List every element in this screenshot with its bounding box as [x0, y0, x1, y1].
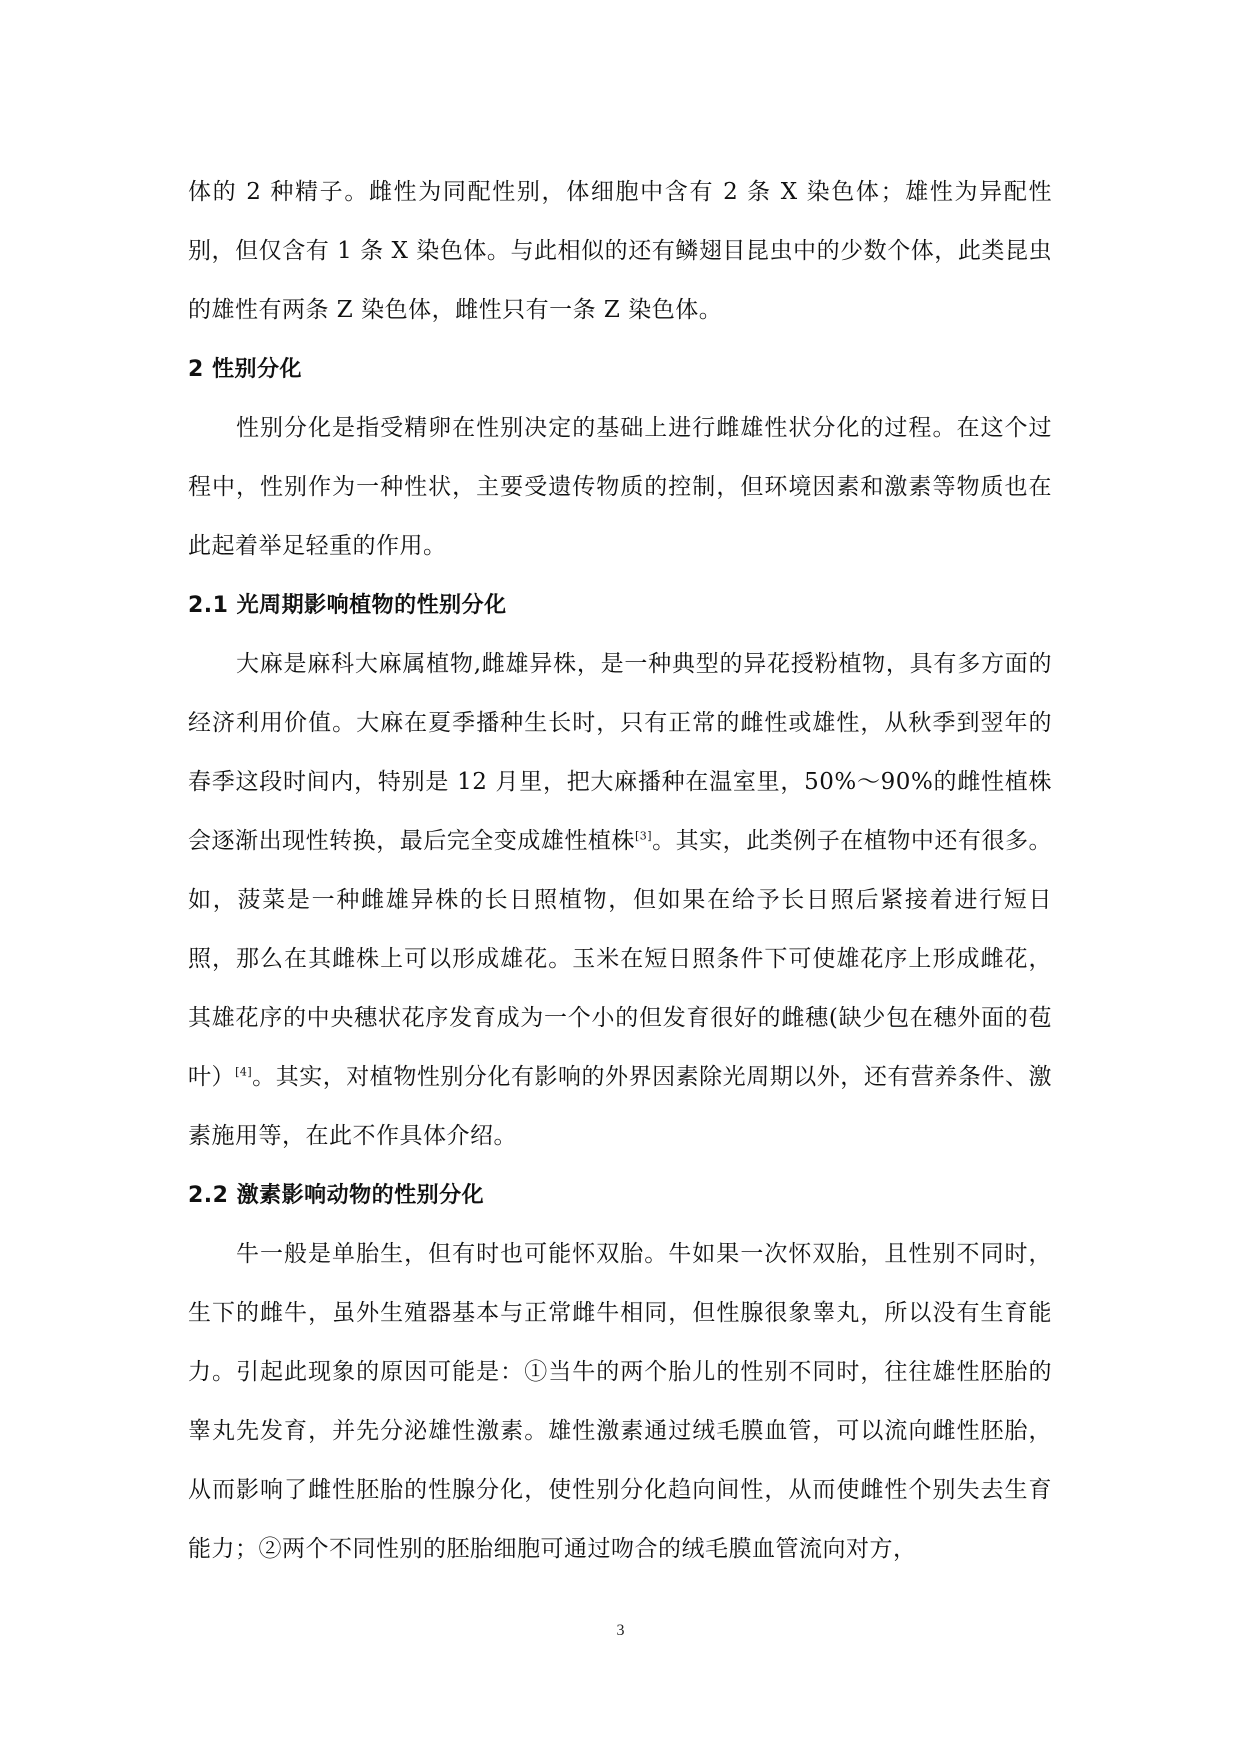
- text-run: 。其实，此类例子在植物中还有很多。如，菠菜是一种雌雄异株的长日照植物，但如果在给予长日照后紧接着进行短日照，那么在其雌株上可以形成雄花。玉米在短日照条件下可使雄花序上形成雌花，其雄花序的中央穗状花序发育成为一个小的但发育很好的雌穗(缺少包在穗外面的苞叶）: [188, 828, 1053, 1090]
- document-body: [188, 163, 1052, 1579]
- section-heading: [188, 576, 1052, 635]
- text-run: 2 性别分化: [188, 357, 302, 382]
- text-run: 性别分化是指受精卵在性别决定的基础上进行雌雄性状分化的过程。在这个过程中，性别作为一种性状，主要受遗传物质的控制，但环境因素和激素等物质也在此起着举足轻重的作用。: [188, 415, 1052, 559]
- body-paragraph: [188, 163, 1052, 340]
- text-run: 大麻是麻科大麻属植物,雌雄异株，是一种典型的异花授粉植物，具有多方面的经济利用价值。大麻在夏季播种生长时，只有正常的雌性或雄性，从秋季到翌年的春季这段时间内，特别是 12 月里，把大麻播种在温室里，50%～90%的雌性植株会逐渐出现性转换，最后完全变成雄性植株: [188, 651, 1052, 854]
- section-heading: [188, 340, 1052, 399]
- body-paragraph: [188, 635, 1052, 1166]
- text-run: 体的 2 种精子。雌性为同配性别，体细胞中含有 2 条 X 染色体；雄性为异配性别，但仅含有 1 条 X 染色体。与此相似的还有鳞翅目昆虫中的少数个体，此类昆虫的雄性有两条 Z 染色体，雌性只有一条 Z 染色体。: [188, 179, 1052, 323]
- text-run: 牛一般是单胎生，但有时也可能怀双胎。牛如果一次怀双胎，且性别不同时，生下的雌牛，虽外生殖器基本与正常雌牛相同，但性腺很象睾丸，所以没有生育能力。引起此现象的原因可能是：①当牛的两个胎儿的性别不同时，往往雄性胚胎的睾丸先发育，并先分泌雄性激素。雄性激素通过绒毛膜血管，可以流向雌性胚胎，从而影响了雌性胚胎的性腺分化，使性别分化趋向间性，从而使雌性个别失去生育能力；②两个不同性别的胚胎细胞可通过吻合的绒毛膜血管流向对方，: [188, 1241, 1052, 1562]
- body-paragraph: [188, 399, 1052, 576]
- text-run: 。其实，对植物性别分化有影响的外界因素除光周期以外，还有营养条件、激素施用等，在此不作具体介绍。: [188, 1064, 1053, 1149]
- citation-reference: [4]: [235, 1065, 253, 1079]
- text-run: 2.1 光周期影响植物的性别分化: [188, 593, 507, 618]
- page-number: 3: [616, 1622, 625, 1639]
- citation-reference: [3]: [634, 829, 653, 843]
- body-paragraph: [188, 1225, 1052, 1579]
- section-heading: [188, 1166, 1052, 1225]
- text-run: 2.2 激素影响动物的性别分化: [188, 1183, 485, 1208]
